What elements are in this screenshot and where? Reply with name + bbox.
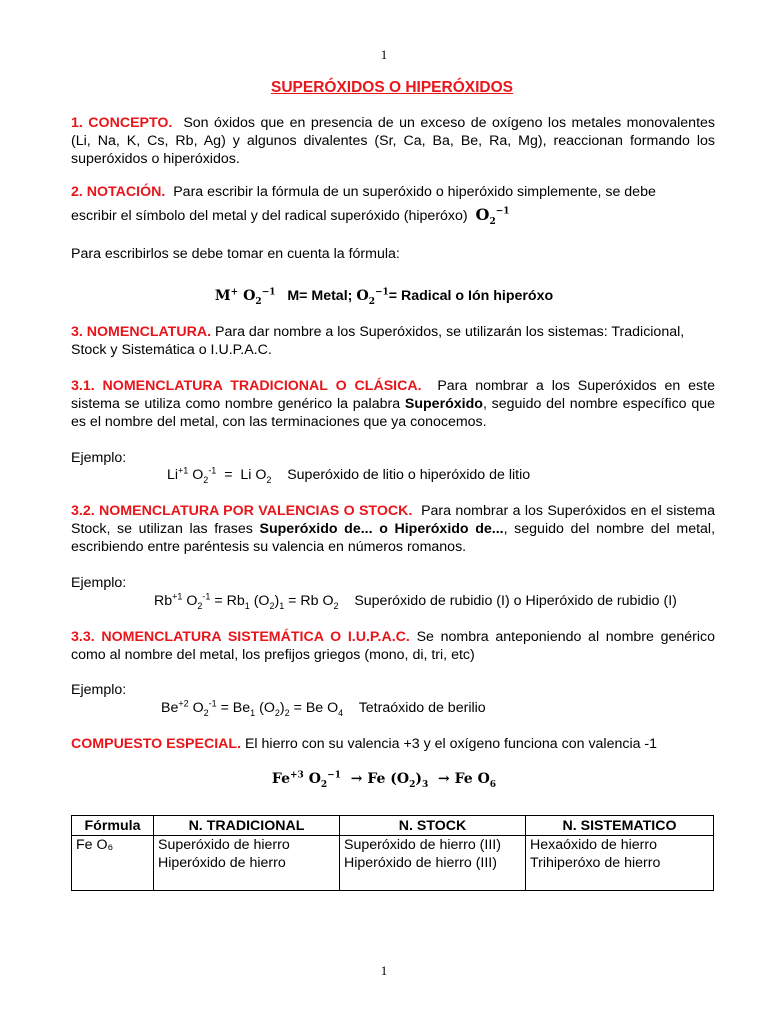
nomenclatura-paragraph	[71, 323, 715, 359]
concepto-text: Son óxidos que en presencia de un exceso de oxígeno los metales monovalentes (Li, Na, K, Cs, Rb, Ag) y algunos divalentes (Sr, Ca, Ba, Be, Ra, Mg), reaccionan formando los superóxidos o hiperóxidos.	[71, 115, 715, 167]
radical-symbol-sub: 2	[255, 296, 262, 307]
cell-stock: Superóxido de hierro (III) Hiperóxido de hierro (III)	[340, 836, 526, 891]
especial-text: El hierro con su valencia +3 y el oxígeno funciona con valencia -1	[244, 736, 658, 752]
tradicional-text-b: , seguido del nombre específico que es el nombre del metal, con las terminaciones que ya conocemos.	[71, 396, 716, 430]
tradicional-label: 3.1. NOMENCLATURA TRADICIONAL O CLÁSICA.	[71, 378, 422, 394]
nomenclatura-text: Para dar nombre a los Superóxidos, se utilizarán los sistemas: Tradicional, Stock y Sistemática o I.U.P.A.C.	[71, 324, 685, 358]
tradicional-example-formula: $Li^{+1}$ $O_2^{-1} = Li$ $O_2$	[167, 465, 272, 485]
table-row	[72, 836, 714, 891]
nomenclatura-label: 3. NOMENCLATURA.	[71, 324, 212, 340]
stock-label: 3.2. NOMENCLATURA POR VALENCIAS O STOCK.	[71, 503, 413, 519]
nomenclature-table	[71, 815, 714, 891]
notacion-label: 2. NOTACIÓN.	[71, 184, 166, 200]
notacion-line2-paragraph	[71, 205, 715, 228]
page-number-bottom: 1	[380, 963, 388, 978]
general-formula-line	[0, 287, 768, 305]
especial-label: COMPUESTO ESPECIAL.	[71, 736, 242, 752]
stock-paragraph	[71, 502, 715, 556]
header-stock: N. STOCK	[340, 816, 526, 836]
legend-radical-symbol: O	[356, 288, 369, 304]
sistematica-example-name: Tetraóxido de berilio	[358, 700, 486, 716]
header-tradicional: N. TRADICIONAL	[154, 816, 340, 836]
radical-sub: 2	[489, 217, 496, 228]
stock-example-label: Ejemplo:	[71, 575, 127, 591]
formula-intro: Para escribirlos se debe tomar en cuenta la fórmula:	[71, 246, 400, 262]
page-number-top: 1	[380, 47, 388, 62]
radical-sup: −1	[495, 206, 510, 217]
notacion-line2: escribir el símbolo del metal y del radical superóxido (hiperóxo)	[71, 208, 468, 224]
especial-paragraph	[71, 735, 715, 753]
cell-tradicional: Superóxido de hierro Hiperóxido de hierro	[154, 836, 340, 891]
radical-legend-formula	[356, 287, 389, 307]
legend-radical-sub: 2	[368, 296, 375, 307]
stock-text-bold: Superóxido de... o Hiperóxido de...	[259, 521, 504, 537]
metal-legend: M= Metal;	[287, 288, 353, 304]
sistematica-label: 3.3. NOMENCLATURA SISTEMÁTICA O I.U.P.A.C.	[71, 629, 410, 645]
concepto-label: 1. CONCEPTO.	[71, 115, 173, 131]
tradicional-paragraph	[71, 377, 715, 431]
tradicional-text-a: Para nombrar a los Superóxidos en este sistema se utiliza como nombre genérico la palabra	[71, 378, 715, 412]
sistematica-example	[161, 699, 721, 717]
radical-base: O	[475, 205, 490, 224]
notacion-paragraph	[71, 183, 715, 201]
sistematica-paragraph	[71, 628, 715, 664]
stock-text-a: Para nombrar a los Superóxidos en el sistema Stock, se utilizan las frases	[71, 503, 715, 537]
stock-example-formula: $Rb^{+1}$ $O_2^{-1} = Rb_1$ $(O_2)_1 = Rb$ $O_2$	[154, 591, 339, 611]
radical-legend: = Radical o Ión hiperóxo	[388, 288, 554, 304]
tradicional-text-bold: Superóxido	[404, 396, 483, 412]
table-header-row	[72, 816, 714, 836]
sistematica-text: Se nombra anteponiendo al nombre genérico como al nombre del metal, los prefijos griegos (mono, di, tri, etc)	[71, 629, 715, 663]
stock-text-b: , seguido del nombre del metal, escribiendo entre paréntesis su valencia en números romanos.	[71, 521, 716, 555]
radical-formula	[475, 205, 510, 228]
cell-sistematico: Hexaóxido de hierro Trihiperóxo de hierro	[526, 836, 714, 891]
sistematica-example-label: Ejemplo:	[71, 682, 127, 698]
concepto-paragraph	[71, 114, 715, 168]
cell-formula: Fe O₆	[72, 836, 154, 891]
metal-sup: +	[230, 287, 239, 298]
tradicional-example	[167, 466, 727, 484]
legend-radical-sup: −1	[374, 287, 389, 298]
radical-symbol: O	[243, 288, 256, 304]
header-sistematico: N. SISTEMATICO	[526, 816, 714, 836]
radical-symbol-sup: −1	[261, 287, 276, 298]
header-formula: Fórmula	[72, 816, 154, 836]
stock-example	[154, 592, 734, 610]
general-formula	[214, 287, 276, 307]
notacion-line1: Para escribir la fórmula de un superóxido o hiperóxido simplemente, se debe	[173, 184, 656, 200]
metal-symbol: M	[214, 288, 231, 304]
tradicional-example-name: Superóxido de litio o hiperóxido de litio	[287, 467, 531, 483]
stock-example-name: Superóxido de rubidio (I) o Hiperóxido de rubidio (I)	[354, 593, 677, 609]
especial-formula: $Fe^{+3}$ $O_2^{-1} \to Fe$ $(O_2)_3 \to Fe$ $O_6$	[271, 770, 497, 790]
tradicional-example-label: Ejemplo:	[71, 450, 127, 466]
page-title: SUPERÓXIDOS O HIPERÓXIDOS	[270, 79, 514, 96]
sistematica-example-formula: $Be^{+2}$ $O_2^{-1} = Be_1$ $(O_2)_2 = Be$ $O_4$	[161, 698, 344, 718]
